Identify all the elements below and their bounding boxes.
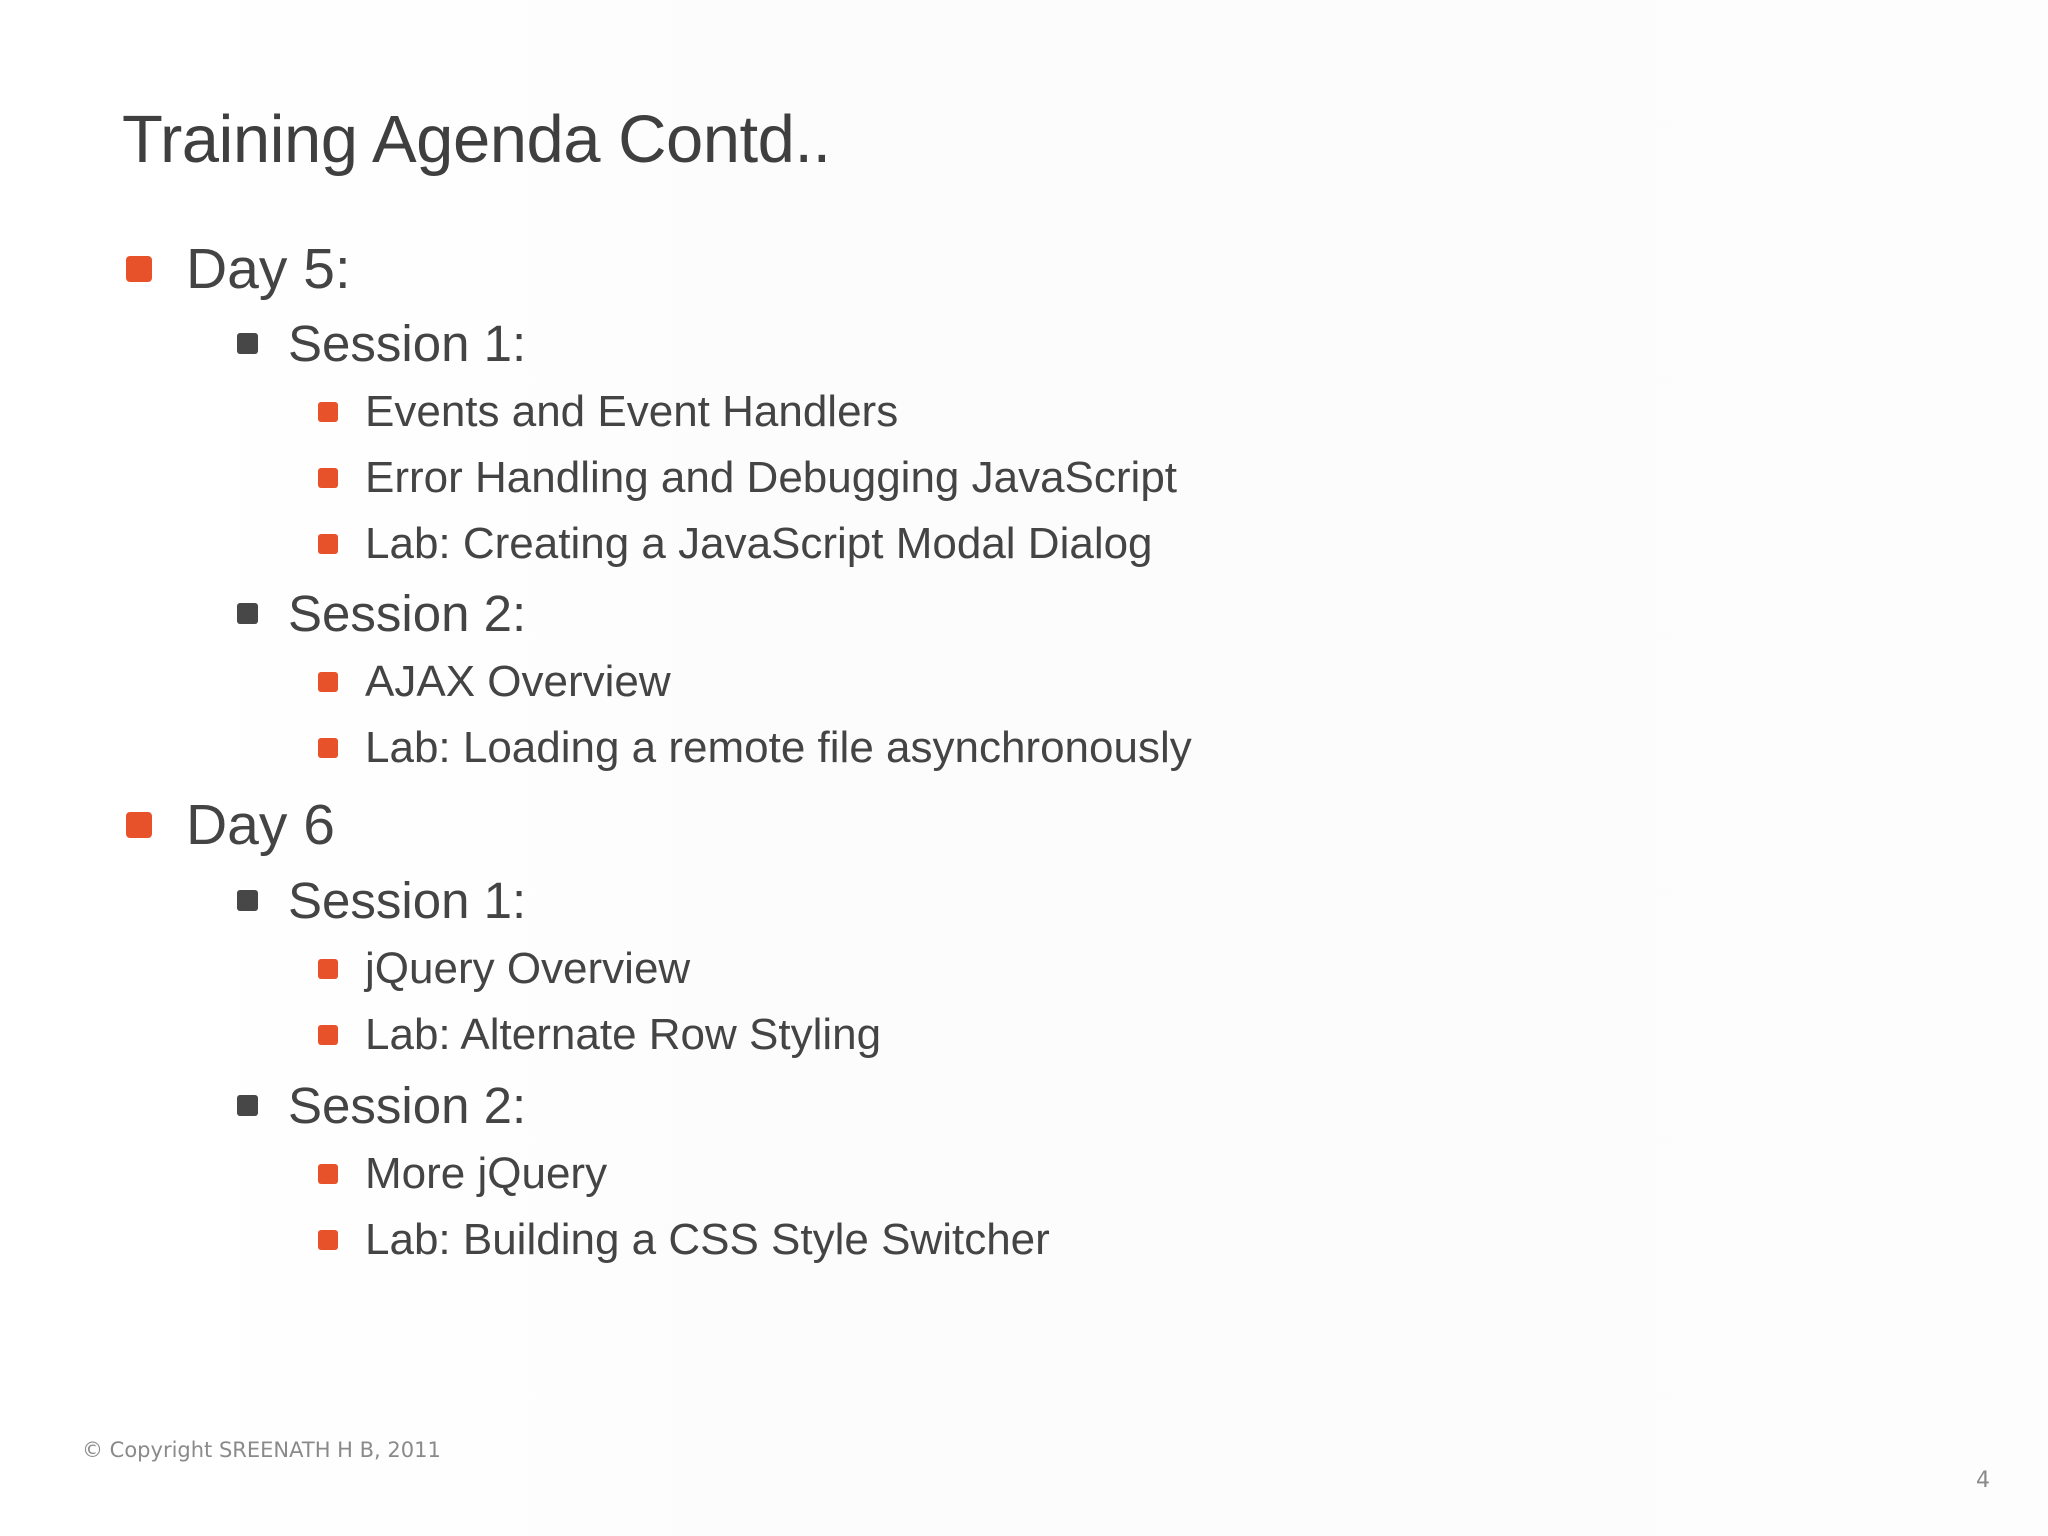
orange-square-bullet-icon	[126, 812, 152, 838]
agenda-session-day-6-session-2	[237, 1076, 526, 1135]
agenda-item	[318, 1010, 881, 1060]
session-label: Session 2:	[288, 585, 527, 642]
gray-square-bullet-icon	[237, 603, 258, 624]
agenda-item-text: Error Handling and Debugging JavaScript	[365, 453, 1178, 502]
agenda-item	[318, 519, 1153, 569]
agenda-item-text: Lab: Creating a JavaScript Modal Dialog	[365, 519, 1153, 568]
orange-square-bullet-icon	[318, 672, 338, 692]
orange-square-bullet-icon	[318, 534, 338, 554]
agenda-session-day-5-session-1	[237, 314, 526, 373]
agenda-item	[318, 1215, 1050, 1265]
orange-square-bullet-icon	[318, 738, 338, 758]
orange-square-bullet-icon	[318, 402, 338, 422]
agenda-day-day-6	[126, 792, 335, 858]
session-label: Session 2:	[288, 1077, 527, 1134]
orange-square-bullet-icon	[318, 1025, 338, 1045]
agenda-item-text: Lab: Building a CSS Style Switcher	[365, 1215, 1050, 1264]
copyright-footer: © Copyright SREENATH H B, 2011	[82, 1438, 441, 1462]
agenda-day-day-5	[126, 236, 351, 302]
gray-square-bullet-icon	[237, 890, 258, 911]
day-label: Day 6	[186, 793, 335, 857]
agenda-item-text: Lab: Loading a remote file asynchronously	[365, 723, 1192, 772]
slide-title: Training Agenda Contd..	[122, 102, 831, 177]
agenda-item-text: jQuery Overview	[365, 944, 691, 993]
agenda-item-text: AJAX Overview	[365, 657, 671, 706]
agenda-session-day-5-session-2	[237, 584, 526, 643]
agenda-item-text: More jQuery	[365, 1149, 608, 1198]
agenda-item	[318, 723, 1192, 773]
gray-square-bullet-icon	[237, 333, 258, 354]
orange-square-bullet-icon	[318, 1230, 338, 1250]
orange-square-bullet-icon	[126, 256, 152, 282]
session-label: Session 1:	[288, 315, 527, 372]
agenda-item	[318, 387, 898, 437]
session-label: Session 1:	[288, 872, 527, 929]
agenda-item	[318, 1149, 607, 1199]
orange-square-bullet-icon	[318, 959, 338, 979]
day-label: Day 5:	[186, 237, 351, 301]
gray-square-bullet-icon	[237, 1095, 258, 1116]
agenda-item	[318, 944, 690, 994]
agenda-item-text: Lab: Alternate Row Styling	[365, 1010, 882, 1059]
agenda-session-day-6-session-1	[237, 871, 526, 930]
page-number: 4	[1976, 1468, 1990, 1493]
agenda-item-text: Events and Event Handlers	[365, 387, 899, 436]
agenda-item	[318, 453, 1177, 503]
agenda-item	[318, 657, 671, 707]
orange-square-bullet-icon	[318, 468, 338, 488]
orange-square-bullet-icon	[318, 1164, 338, 1184]
